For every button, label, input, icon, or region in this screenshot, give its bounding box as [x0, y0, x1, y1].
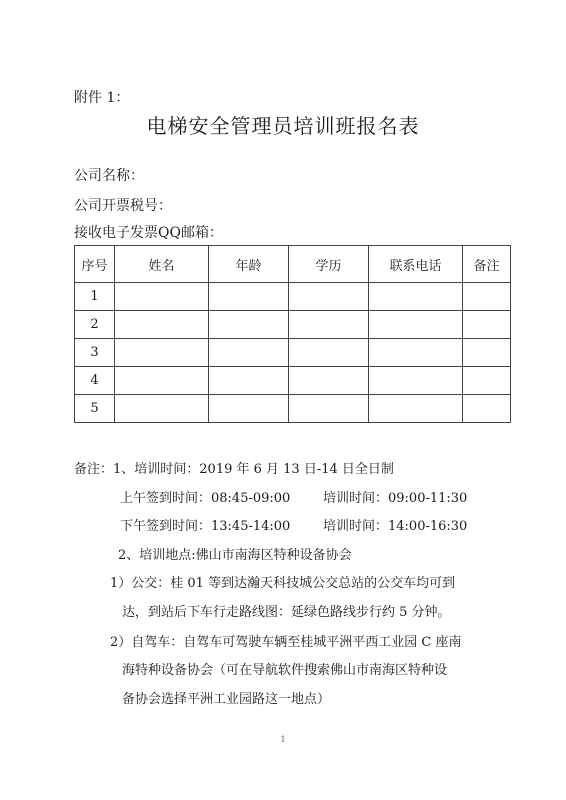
car-directions-line: 2）自驾车：自驾车可驾驶车辆至桂城平洲平西工业园 C 座南 [110, 635, 462, 650]
header-index: 序号 [75, 246, 115, 283]
row-index: 1 [75, 283, 115, 311]
table-header-row [75, 246, 511, 283]
table-row [75, 339, 511, 367]
education-cell [289, 283, 369, 311]
bus-directions-line: 1）公交：桂 01 等到达瀚天科技城公交总站的公交车均可到 [110, 576, 456, 591]
row-index: 4 [75, 367, 115, 395]
row-index: 3 [75, 339, 115, 367]
table-row [75, 311, 511, 339]
afternoon-signin-time: 下午签到时间：13:45-14:00 [120, 519, 291, 534]
row-index: 2 [75, 311, 115, 339]
age-cell [209, 339, 289, 367]
name-cell [115, 311, 209, 339]
car-directions-line: 海特种设备协会（可在导航软件搜索佛山市南海区特种设 [122, 663, 448, 678]
table-row [75, 367, 511, 395]
remarks-cell [463, 311, 511, 339]
car-directions-line: 备协会选择平洲工业园路这一地点） [122, 692, 331, 707]
remarks-cell [463, 367, 511, 395]
morning-signin-time: 上午签到时间：08:45-09:00 [120, 491, 291, 506]
table-row [75, 283, 511, 311]
row-index: 5 [75, 395, 115, 423]
remarks-cell [463, 339, 511, 367]
bus-directions-line: 达，到站后下车行走路线图：延绿色路线步行约 5 分钟。 [122, 605, 451, 620]
company-name-field: 公司名称： [74, 168, 144, 184]
phone-cell [369, 367, 463, 395]
header-age: 年龄 [209, 246, 289, 283]
name-cell [115, 395, 209, 423]
age-cell [209, 283, 289, 311]
education-cell [289, 367, 369, 395]
morning-training-time: 培训时间：09:00-11:30 [323, 491, 468, 506]
page-number: 1 [280, 735, 286, 744]
header-remarks: 备注 [463, 246, 511, 283]
name-cell [115, 367, 209, 395]
header-name: 姓名 [115, 246, 209, 283]
age-cell [209, 395, 289, 423]
header-education: 学历 [289, 246, 369, 283]
education-cell [289, 339, 369, 367]
training-time-note: 备注：1、培训时间：2019 年 6 月 13 日-14 日全日制 [74, 462, 394, 477]
education-cell [289, 311, 369, 339]
invoice-email-field: 接收电子发票QQ邮箱： [74, 225, 223, 241]
training-location-note: 2、培训地点:佛山市南海区特种设备协会 [118, 548, 352, 563]
afternoon-training-time: 培训时间：14:00-16:30 [323, 519, 468, 534]
phone-cell [369, 311, 463, 339]
remarks-cell [463, 283, 511, 311]
education-cell [289, 395, 369, 423]
age-cell [209, 367, 289, 395]
page-title: 电梯安全管理员培训班报名表 [146, 114, 420, 138]
registration-table [74, 245, 511, 423]
table-row [75, 395, 511, 423]
name-cell [115, 283, 209, 311]
phone-cell [369, 283, 463, 311]
attachment-label: 附件 1： [74, 90, 130, 106]
phone-cell [369, 395, 463, 423]
remarks-cell [463, 395, 511, 423]
name-cell [115, 339, 209, 367]
phone-cell [369, 339, 463, 367]
tax-number-field: 公司开票税号： [74, 198, 172, 214]
age-cell [209, 311, 289, 339]
header-phone: 联系电话 [369, 246, 463, 283]
